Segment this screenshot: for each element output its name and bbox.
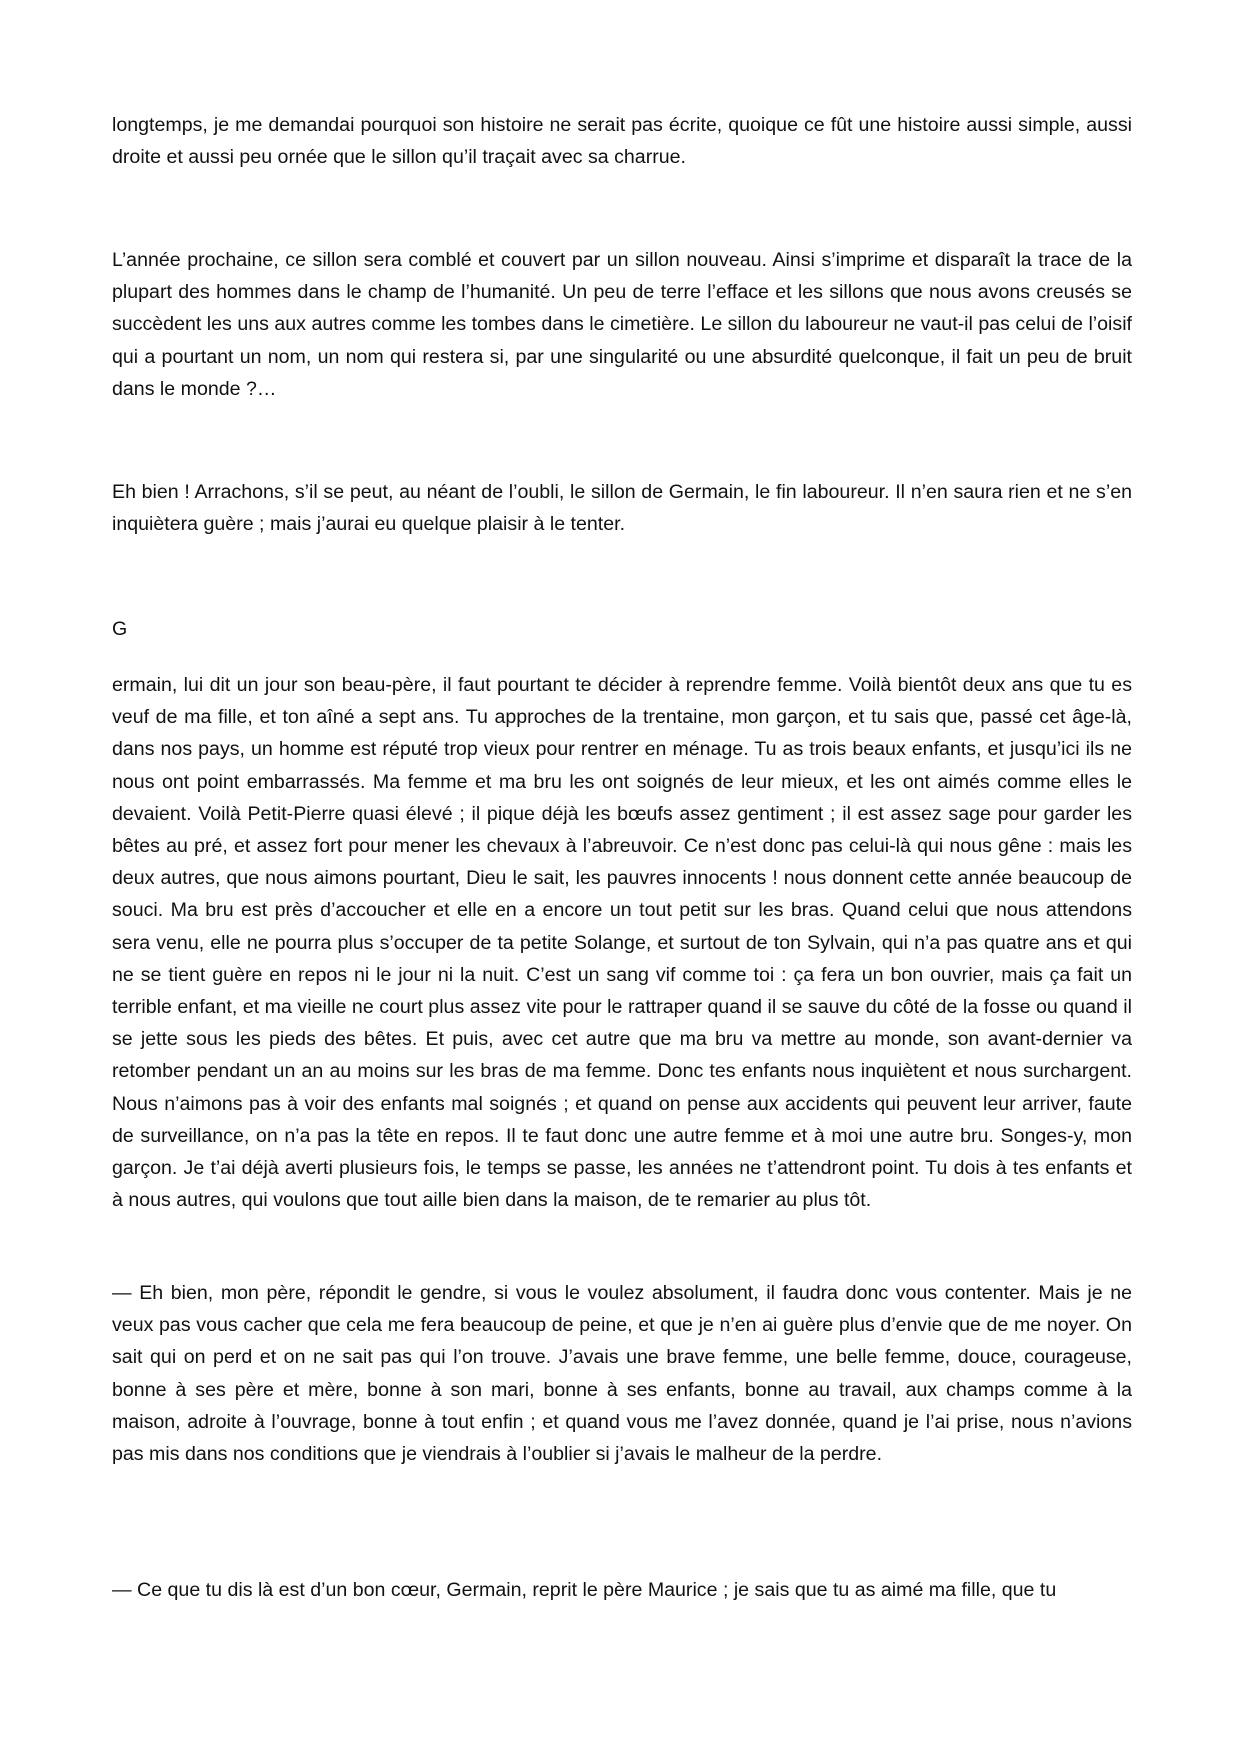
paragraph-germain-furrow: Eh bien ! Arrachons, s’il se peut, au néant de l’oubli, le sillon de Germain, le fin laboureur. Il n’en saura rien et ne s’en inquiètera guère ; mais j’aurai eu quelque plaisir à le tenter. (112, 481, 1132, 536)
chapter-initial-letter: G (112, 618, 128, 640)
paragraph-furrow: L’année prochaine, ce sillon sera comblé et couvert par un sillon nouveau. Ainsi s’imprime et disparaît la trace de la plupart des hommes dans le champ de l’humanité. Un peu de terre l’efface et les sillons que nous avons creusés se succèdent les uns aux autres comme les tombes dans le cimetière. Le sillon du laboureur ne vaut-il pas celui de l’oisif qui a pourtant un nom, un nom qui restera si, par une singularité ou une absurdité quelconque, il fait un peu de bruit dans le monde ?… (112, 249, 1132, 400)
paragraph-father-in-law-speech: ermain, lui dit un jour son beau-père, il faut pourtant te décider à reprendre femme. Voilà bientôt deux ans que tu es veuf de ma fille, et ton aîné a sept ans. Tu approches de la trentaine, mon garçon, et tu sais que, passé cet âge-là, dans nos pays, un homme est réputé trop vieux pour rentrer en ménage. Tu as trois beaux enfants, et jusqu’ici ils ne nous ont point embarrassés. Ma femme et ma bru les ont soignés de leur mieux, et les ont aimés comme elles le devaient. Voilà Petit-Pierre quasi élevé ; il pique déjà les bœufs assez gentiment ; il est assez sage pour garder les bêtes au pré, et assez fort pour mener les chevaux à l’abreuvoir. Ce n’est donc pas celui-là qui nous gêne : mais les deux autres, que nous aimons pourtant, Dieu le sait, les pauvres innocents ! nous donnent cette année beaucoup de souci. Ma bru est près d’accoucher et elle en a encore un tout petit sur les bras. Quand celui que nous attendons sera venu, elle ne pourra plus s’occuper de ta petite Solange, et surtout de ton Sylvain, qui n’a pas quatre ans et qui ne se tient guère en repos ni le jour ni la nuit. C’est un sang vif comme toi : ça fera un bon ouvrier, mais ça fait un terrible enfant, et ma vieille ne court plus assez vite pour le rattraper quand il se sauve du côté de la fosse ou quand il se jette sous les pieds des bêtes. Et puis, avec cet autre que ma bru va mettre au monde, son avant-dernier va retomber pendant un an au moins sur les bras de ma femme. Donc tes enfants nous inquiètent et nous surchargent. Nous n’aimons pas à voir des enfants mal soignés ; et quand on pense aux accidents qui peuvent leur arriver, faute de surveillance, on n’a pas la tête en repos. Il te faut donc une autre femme et à moi une autre bru. Songes-y, mon garçon. Je t’ai déjà averti plusieurs fois, le temps se passe, les années ne t’attendront point. Tu dois à tes enfants et à nous autres, qui voulons que tout aille bien dans la maison, de te remarier au plus tôt. (112, 674, 1132, 1212)
paragraph-pere-maurice: — Ce que tu dis là est d’un bon cœur, Germain, reprit le père Maurice ; je sais que tu as aimé ma fille, que tu (112, 1579, 1057, 1601)
paragraph-story-intro: longtemps, je me demandai pourquoi son histoire ne serait pas écrite, quoique ce fût une histoire aussi simple, aussi droite et aussi peu ornée que le sillon qu’il traçait avec sa charrue. (112, 114, 1132, 169)
paragraph-son-in-law-reply: — Eh bien, mon père, répondit le gendre, si vous le voulez absolument, il faudra donc vous contenter. Mais je ne veux pas vous cacher que cela me fera beaucoup de peine, et que je n’en ai guère plus d’envie que de me noyer. On sait qui on perd et on ne sait pas qui l’on trouve. J’avais une brave femme, une belle femme, douce, courageuse, bonne à ses père et mère, bonne à son mari, bonne à ses enfants, bonne au travail, aux champs comme à la maison, adroite à l’ouvrage, bonne à tout enfin ; et quand vous me l’avez donnée, quand je l’ai prise, nous n’avions pas mis dans nos conditions que je viendrais à l’oublier si j’avais le malheur de la perdre. (112, 1282, 1132, 1466)
